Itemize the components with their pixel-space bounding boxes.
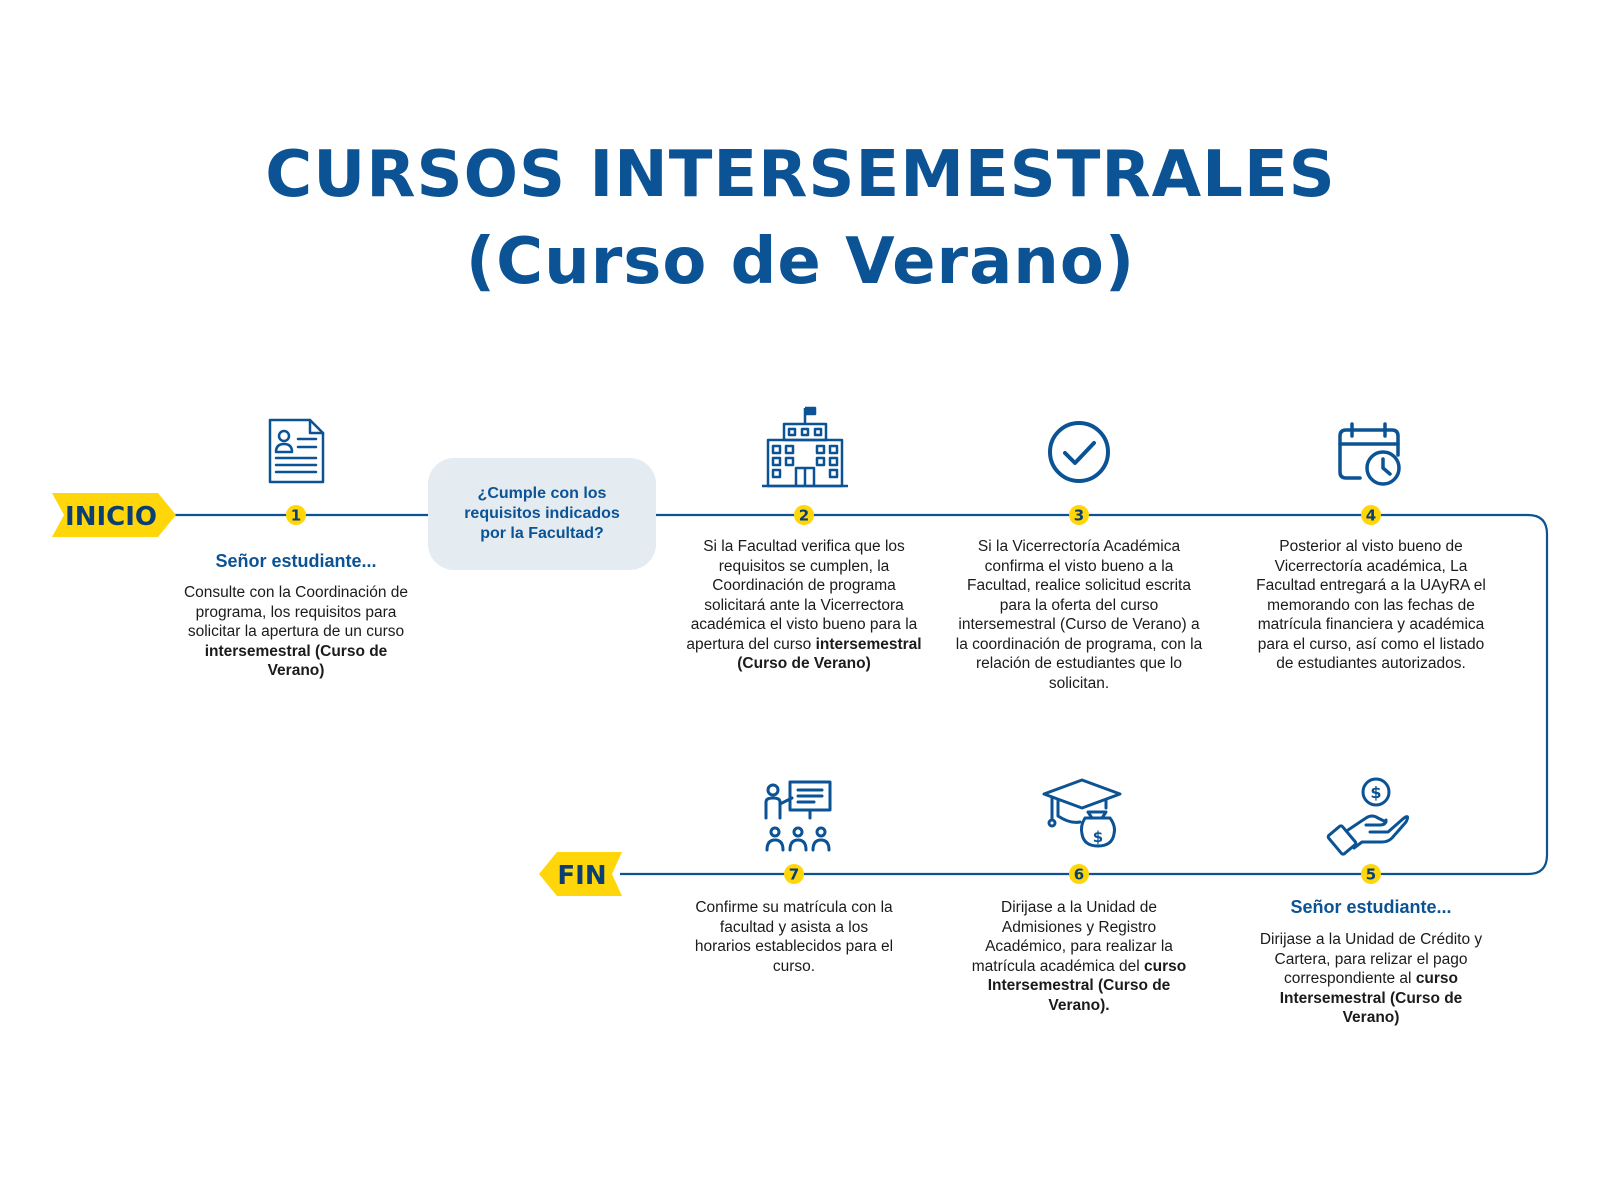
step-number-3: 3 [1073, 506, 1085, 525]
step-6-description: Dirijase a la Unidad de Admisiones y Registro Académico, para realizar la matrícula académica del curso Intersemestral (Curso de Verano). [971, 899, 1187, 1014]
step-number-6: 6 [1073, 865, 1085, 884]
svg-text:$: $ [1370, 783, 1382, 802]
graduation-money-icon [1044, 780, 1120, 846]
title-line-1: CURSOS INTERSEMESTRALES [265, 138, 1336, 212]
step-badge-6 [1069, 864, 1089, 884]
document-profile-icon [270, 420, 323, 482]
step-number-4: 4 [1365, 506, 1377, 525]
hand-money-icon [1327, 779, 1407, 855]
check-circle-icon [1050, 423, 1108, 481]
step-number-2: 2 [798, 506, 810, 525]
step-badge-5 [1361, 864, 1381, 884]
end-label: FIN [557, 861, 607, 891]
step-badge-7 [784, 864, 804, 884]
decision-bubble [428, 458, 656, 570]
step-5-description: Dirijase a la Unidad de Crédito y Cartera, para relizar el pago correspondiente al curso Intersemestral (Curso de Verano) [1259, 931, 1483, 1026]
svg-text:$: $ [1092, 828, 1104, 846]
step-4-description: Posterior al visto bueno de Vicerrectoría académica, La Facultad entregará a la UAyRA el memorando con las fechas de matrícula financiera y académica para el curso, así como el listado de estudiantes autorizados. [1256, 538, 1486, 672]
end-tag [539, 852, 622, 896]
classroom-presentation-icon [766, 782, 830, 850]
step-1-description: Consulte con la Coordinación de programa, los requisitos para solicitar la apertura de un curso intersemestral (Curso de Verano) [183, 584, 409, 679]
calendar-clock-icon [1340, 424, 1399, 484]
step-number-7: 7 [788, 865, 800, 884]
step-number-1: 1 [290, 506, 302, 525]
step-7-description: Confirme su matrícula con la facultad y asista a los horarios establecidos para el curso. [694, 899, 894, 975]
step-badge-3 [1069, 505, 1089, 525]
university-building-icon [762, 408, 848, 486]
start-label: INICIO [65, 502, 157, 532]
step-1-heading: Señor estudiante... [215, 551, 377, 571]
step-2-description: Si la Facultad verifica que los requisitos se cumplen, la Coordinación de programa solicitará ante la Vicerrectora académica el visto bueno para la apertura del curso intersemestral (Curso de Verano) [686, 538, 922, 672]
step-5-heading: Señor estudiante... [1290, 897, 1452, 917]
step-3-description: Si la Vicerrectoría Académica confirma el visto bueno a la Facultad, realice solicitud escrita para la oferta del curso intersemestral (Curso de Verano) a la coordinación de programa, con la relación de estudiantes que lo solicitan. [955, 538, 1203, 692]
step-badge-4 [1361, 505, 1381, 525]
title-line-2: (Curso de Verano) [465, 225, 1136, 299]
step-badge-1 [286, 505, 306, 525]
step-badge-2 [794, 505, 814, 525]
decision-text: ¿Cumple con los requisitos indicados por la Facultad? [464, 485, 620, 542]
start-tag [52, 493, 176, 537]
step-number-5: 5 [1365, 865, 1377, 884]
